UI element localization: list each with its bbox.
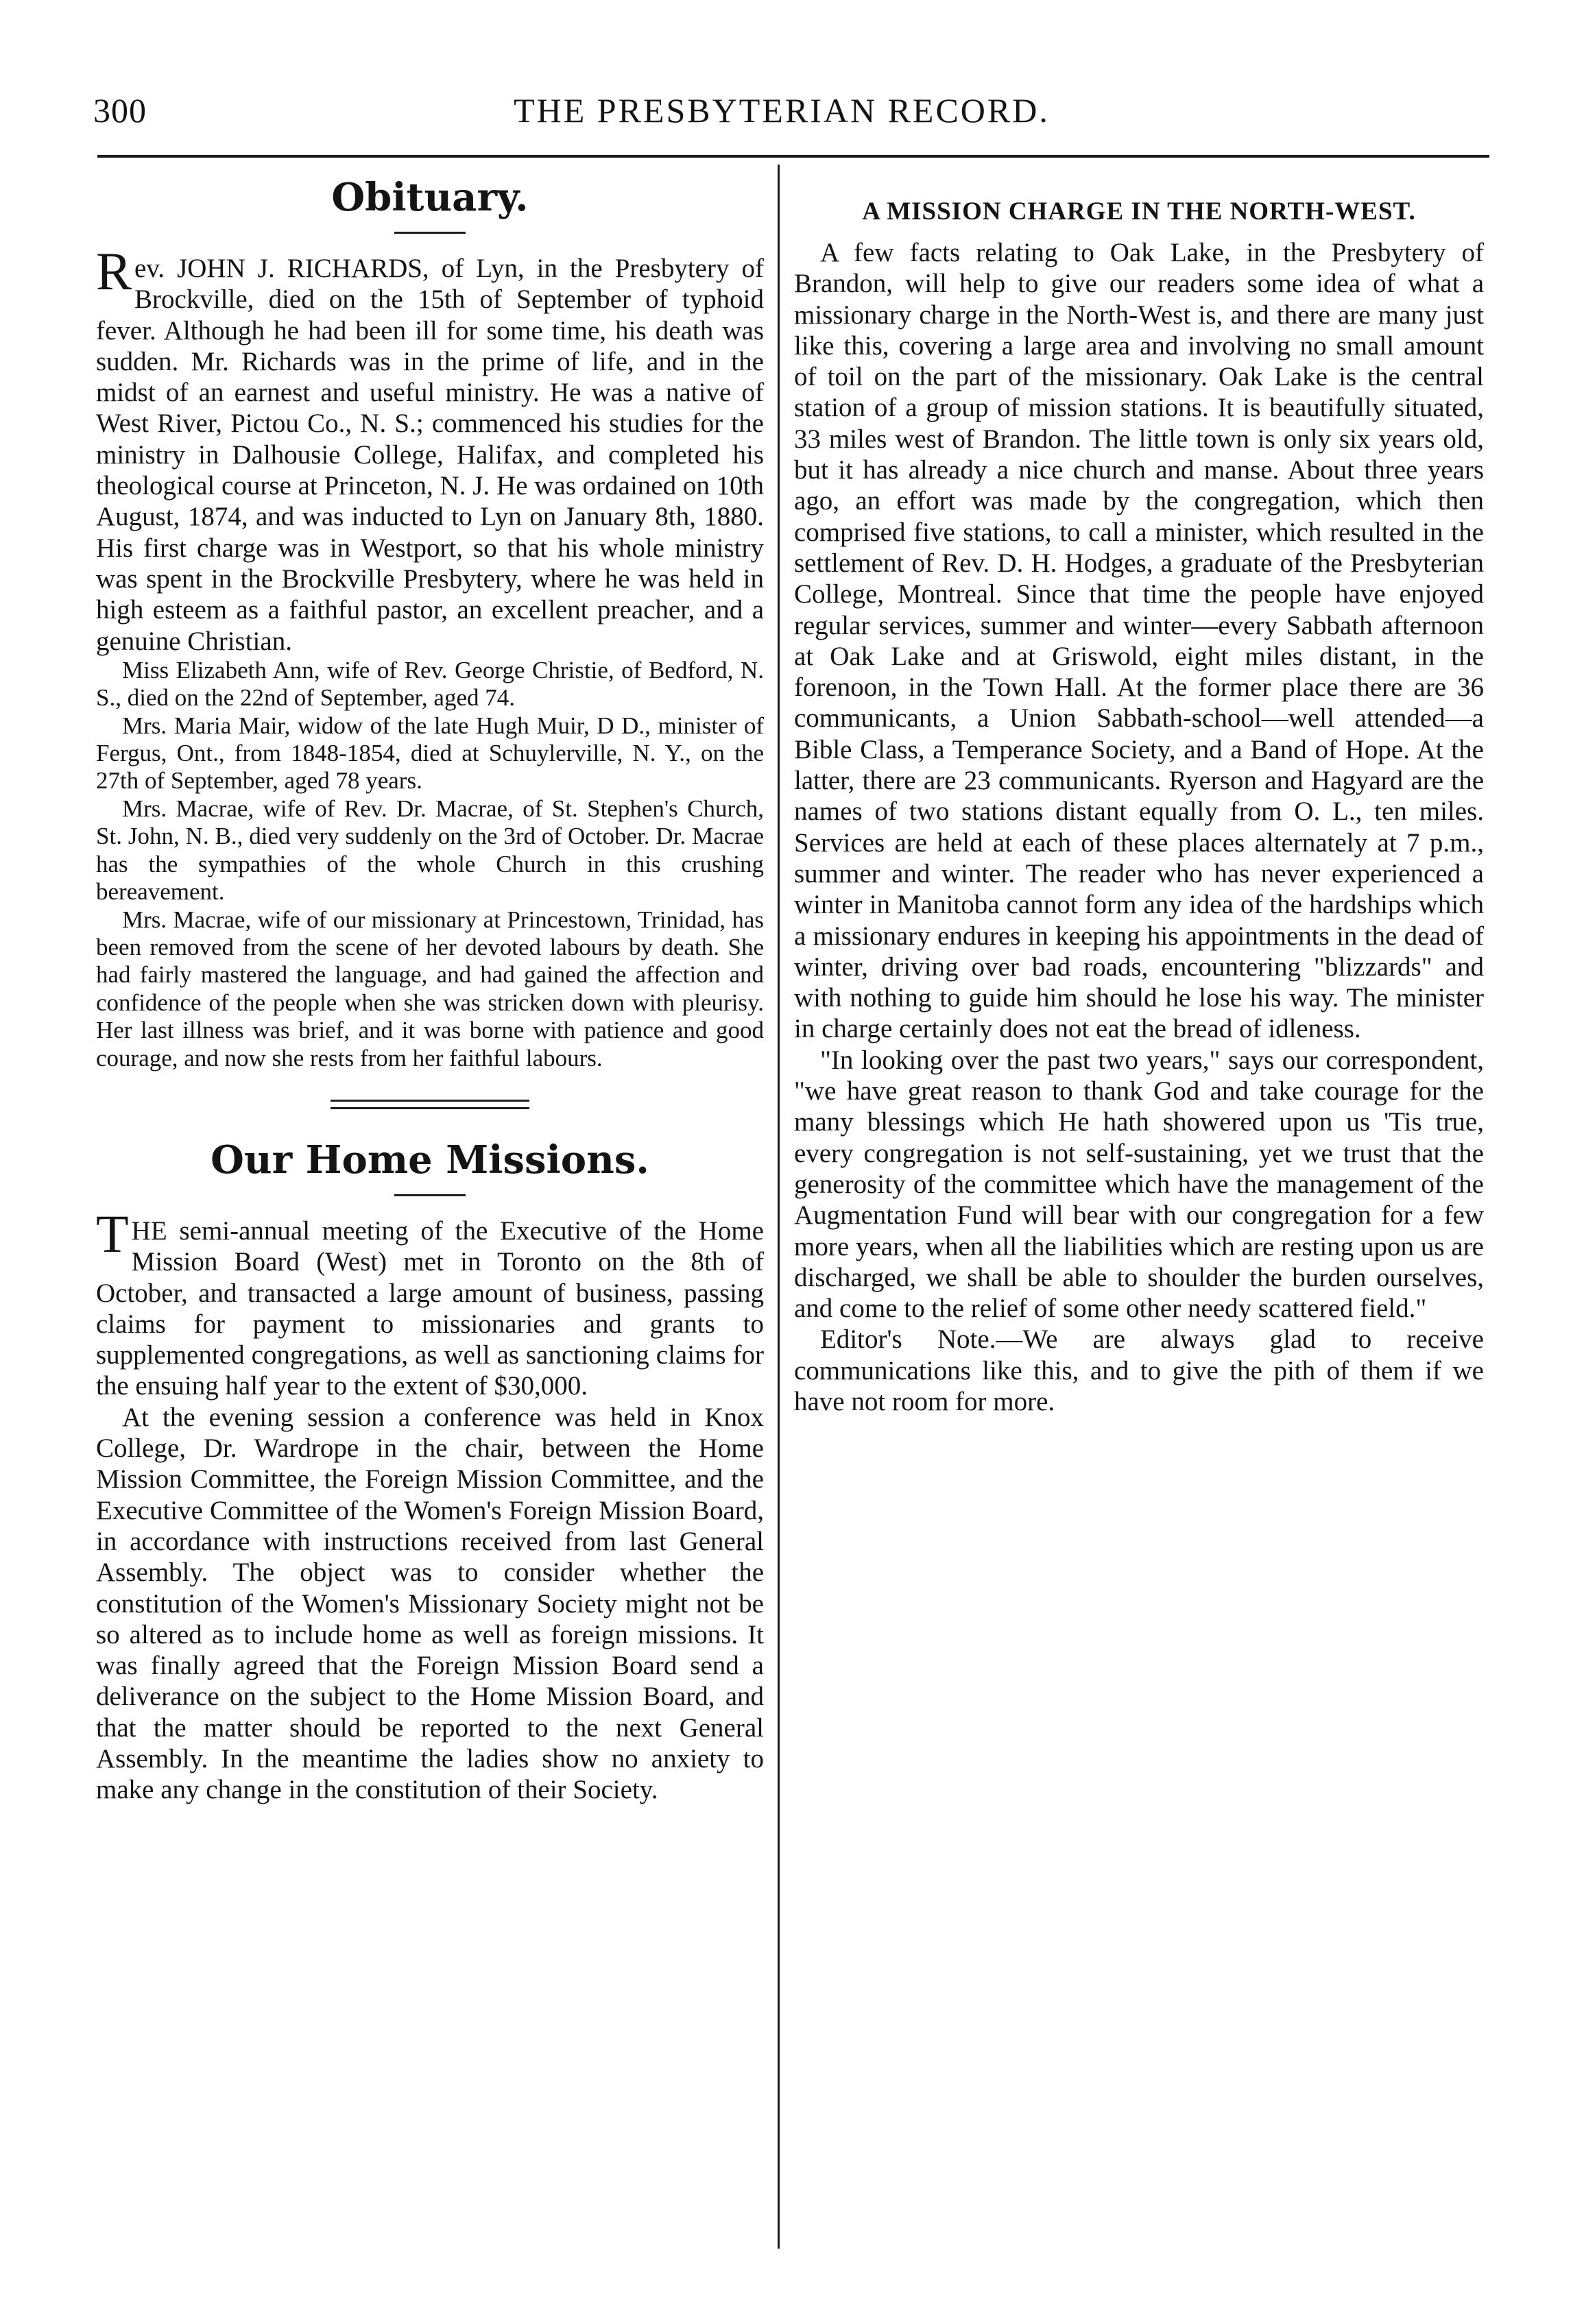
right-column [794,170,1484,1417]
home-missions-paragraph: At the evening session a conference was held in Knox College, Dr. Wardrope in the chair, between the Home Mission Committee, the Foreign Mission Committee, and the Executive Committee of the Women's Foreign Mission Board, in accordance with instructions received from last General Assembly. The object was to consider whether the constitution of the Women's Missionary Society might not be so altered as to include home as well as foreign missions. It was finally agreed that the Foreign Mission Board send a deliverance on the subject to the Home Mission Board, and that the matter should be reported to the next General Assembly. In the meantime the ladies show no anxiety to make any change in the constitution of their Society. [96,1402,764,1805]
mission-charge-article [794,197,1484,1417]
obituary-notices [96,657,764,1072]
obituary-entry: Miss Elizabeth Ann, wife of Rev. George Christie, of Bedford, N. S., died on the 22nd of September, aged 74. [96,656,764,712]
running-title: THE PRESBYTERIAN RECORD. [514,91,1050,130]
header-rule [97,155,1489,158]
obituary-entry: Mrs. Macrae, wife of our missionary at Princestown, Trinidad, has been removed from the scene of her devoted labours by death. She had fairly mastered the language, and had gained the affection and confidence of the people when she was stricken down with pleurisy. Her last illness was brief, and it was borne with patience and good courage, and now she rests from her faithful labours. [96,906,764,1072]
obituary-heading: Obituary. [331,175,529,220]
home-missions-section [96,1133,764,1806]
left-column [96,170,764,1806]
editors-note: Editor's Note.—We are always glad to receive communications like this, and to give the pith of them if we have not room for more. [794,1324,1484,1416]
heading-rule [394,232,466,234]
home-missions-paragraph: THE semi-annual meeting of the Executive of the Home Mission Board (West) met in Toronto on the 8th of October, and transacted a large amount of business, passing claims for payment to missionaries and grants to supplemented congregations, as well as sanctioning claims for the ensuing half year to the extent of $30,000. [96,1203,764,1401]
column-rule [778,165,780,2249]
page-header [82,90,1481,152]
obituary-section [96,170,764,1072]
article-title: A MISSION CHARGE IN THE NORTH-WEST. [862,197,1416,226]
page-number: 300 [93,91,147,130]
obituary-entry-richards: Rev. JOHN J. RICHARDS, of Lyn, in the Presbytery of Brockville, died on the 15th of September of typhoid fever. Although he had been ill for some time, his death was sudden. Mr. Richards was in the prime of life, and in the midst of an earnest and useful ministry. He was a native of West River, Pictou Co., N. S.; commenced his studies for the ministry in Dalhousie College, Halifax, and completed his theological course at Princeton, N. J. He was ordained on 10th August, 1874, and was inducted to Lyn on January 8th, 1880. His first charge was in Westport, so that his whole ministry was spent in the Brockville Presbytery, where he was held in high esteem as a faithful pastor, an excellent preacher, and a genuine Christian. [96,241,764,656]
obituary-entry: Mrs. Macrae, wife of Rev. Dr. Macrae, of St. Stephen's Church, St. John, N. B., died very suddenly on the 3rd of October. Dr. Macrae has the sympathies of the whole Church in this crushing bereavement. [96,795,764,906]
obituary-entry: Mrs. Maria Mair, widow of the late Hugh Muir, D D., minister of Fergus, Ont., from 1848-1854, died at Schuylerville, N. Y., on the 27th of September, aged 78 years. [96,712,764,795]
section-divider [331,1100,529,1109]
heading-rule [394,1194,466,1196]
home-missions-heading: Our Home Missions. [211,1137,649,1183]
article-paragraph: A few facts relating to Oak Lake, in the Presbytery of Brandon, will help to give our readers some idea of what a missionary charge in the North-West is, and there are many just like this, covering a large area and involving no small amount of toil on the part of the missionary. Oak Lake is the central station of a group of mission stations. It is beautifully situated, 33 miles west of Brandon. The little town is only six years old, but it has already a nice church and manse. About three years ago, an effort was made by the congregation, which then comprised five stations, to call a minister, which resulted in the settlement of Rev. D. H. Hodges, a graduate of the Presbyterian College, Montreal. Since that time the people have enjoyed regular services, summer and winter—every Sabbath afternoon at Oak Lake and at Griswold, eight miles distant, in the forenoon, in the Town Hall. At the former place there are 36 communicants, a Union Sabbath-school—well attended—a Bible Class, a Temperance Society, and a Band of Hope. At the latter, there are 23 communicants. Ryerson and Hagyard are the names of two stations distant equally from O. L., ten miles. Services are held at each of these places alternately at 7 p.m., summer and winter. The reader who has never experienced a winter in Manitoba cannot form any idea of the hardships which a missionary endures in keeping his appointments in the dead of winter, driving over bad roads, encountering "blizzards" and with nothing to guide him should he lose his way. The minister in charge certainly does not eat the bread of idleness. [794,238,1484,1044]
article-paragraph: "In looking over the past two years," says our correspondent, "we have great reason to thank God and take courage for the many blessings which He hath showered upon us 'Tis true, every congregation is not self-sustaining, yet we trust that the generosity of the committee which have the management of the Augmentation Fund will bear with our congregation for a few more years, when all the liabilities which are resting upon us are discharged, we shall be able to shoulder the burden ourselves, and come to the relief of some other needy scattered field." [794,1045,1484,1324]
